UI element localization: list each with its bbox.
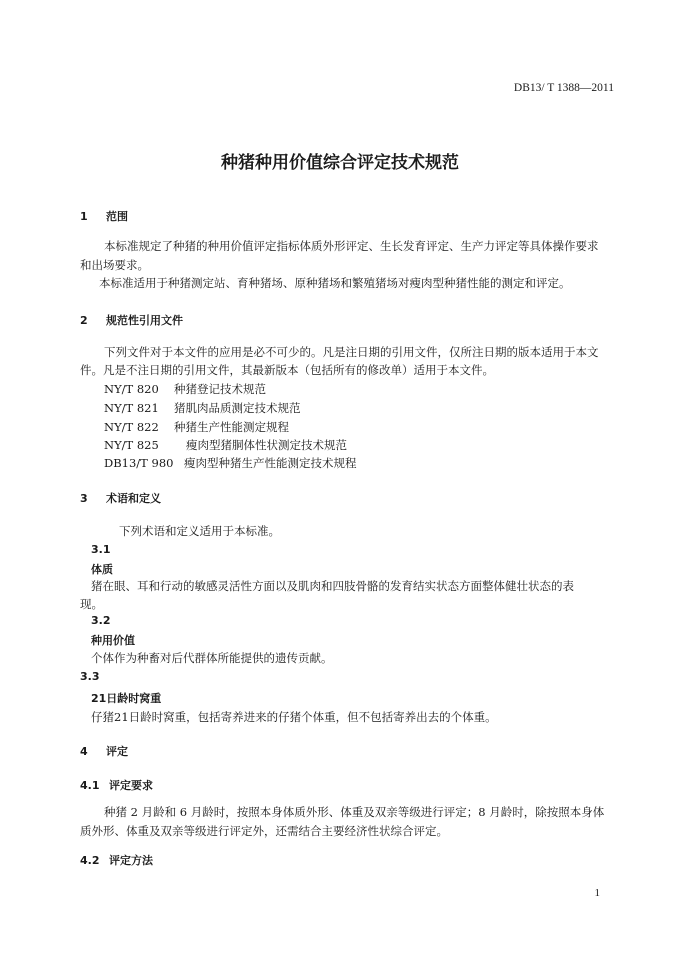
reference-name: 瘦肉型种猪生产性能测定技术规程 <box>184 456 357 470</box>
reference-name: 猪肌肉品质测定技术规范 <box>174 401 301 415</box>
subsection-title: 评定方法 <box>109 854 153 867</box>
subsection-title: 评定要求 <box>109 779 153 792</box>
section-number: 1 <box>80 210 88 223</box>
section-number: 4 <box>80 745 88 758</box>
section-1-paragraph-2: 本标准适用于种猪测定站、育种猪场、原种猪场和繁殖猪场对瘦肉型种猪性能的测定和评定。 <box>99 276 571 290</box>
term-name: 21日龄时窝重 <box>91 692 162 705</box>
reference-item <box>104 437 347 453</box>
section-2-heading <box>80 312 183 328</box>
subsection-4-1-line-2: 质外形、体重及双亲等级进行评定外，还需结合主要经济性状综合评定。 <box>80 824 448 838</box>
section-4-heading <box>80 743 128 759</box>
page-number: 1 <box>594 887 600 899</box>
subsection-4-2-heading <box>80 852 153 868</box>
section-2-paragraph-line-2: 件。凡是不注日期的引用文件，其最新版本（包括所有的修改单）适用于本文件。 <box>80 363 494 377</box>
section-1-paragraph-1-line-2: 和出场要求。 <box>80 258 149 272</box>
reference-code: NY/T 825 <box>104 438 159 452</box>
term-name: 体质 <box>91 563 113 576</box>
subsection-number: 4.2 <box>80 854 100 867</box>
term-name: 种用价值 <box>91 634 135 647</box>
reference-name: 种猪生产性能测定规程 <box>174 420 289 434</box>
section-1-heading <box>80 208 128 224</box>
reference-code: NY/T 820 <box>104 382 159 396</box>
term-definition-line-1: 个体作为种畜对后代群体所能提供的遗传贡献。 <box>91 651 333 665</box>
section-1-paragraph-1-line-1: 本标准规定了种猪的种用价值评定指标体质外形评定、生长发育评定、生产力评定等具体操作要求 <box>104 239 599 253</box>
term-definition-line-1: 猪在眼、耳和行动的敏感灵活性方面以及肌肉和四肢骨骼的发育结实状态方面整体健壮状态的表 <box>91 579 574 593</box>
reference-code: NY/T 822 <box>104 420 159 434</box>
reference-item <box>104 419 289 435</box>
reference-item <box>104 381 266 397</box>
term-number: 3.3 <box>80 670 100 683</box>
section-number: 3 <box>80 492 88 505</box>
reference-item <box>104 455 357 471</box>
term-number: 3.2 <box>91 614 111 627</box>
reference-name: 种猪登记技术规范 <box>174 382 266 396</box>
reference-item <box>104 400 301 416</box>
section-title: 术语和定义 <box>106 492 161 505</box>
term-number: 3.1 <box>91 543 111 556</box>
reference-code: DB13/T 980 <box>104 456 174 470</box>
document-title: 种猪种用价值综合评定技术规范 <box>221 153 459 173</box>
section-2-paragraph-line-1: 下列文件对于本文件的应用是必不可少的。凡是注日期的引用文件，仅所注日期的版本适用于本文 <box>104 345 599 359</box>
reference-name: 瘦肉型猪胴体性状测定技术规范 <box>186 438 347 452</box>
reference-code: NY/T 821 <box>104 401 159 415</box>
section-number: 2 <box>80 314 88 327</box>
section-title: 评定 <box>106 745 128 758</box>
section-title: 规范性引用文件 <box>106 314 183 327</box>
subsection-4-1-line-1: 种猪 2 月龄和 6 月龄时，按照本身体质外形、体重及双亲等级进行评定；8 月龄时，除按照本身体 <box>104 805 605 819</box>
document-code: DB13/ T 1388—2011 <box>513 82 614 94</box>
section-title: 范围 <box>106 210 128 223</box>
term-definition-line-2: 现。 <box>80 597 103 611</box>
subsection-4-1-heading <box>80 777 153 793</box>
section-3-heading <box>80 490 161 506</box>
section-3-intro: 下列术语和定义适用于本标准。 <box>119 524 280 538</box>
term-definition-line-1: 仔猪21日龄时窝重，包括寄养进来的仔猪个体重，但不包括寄养出去的个体重。 <box>91 710 497 724</box>
subsection-number: 4.1 <box>80 779 100 792</box>
